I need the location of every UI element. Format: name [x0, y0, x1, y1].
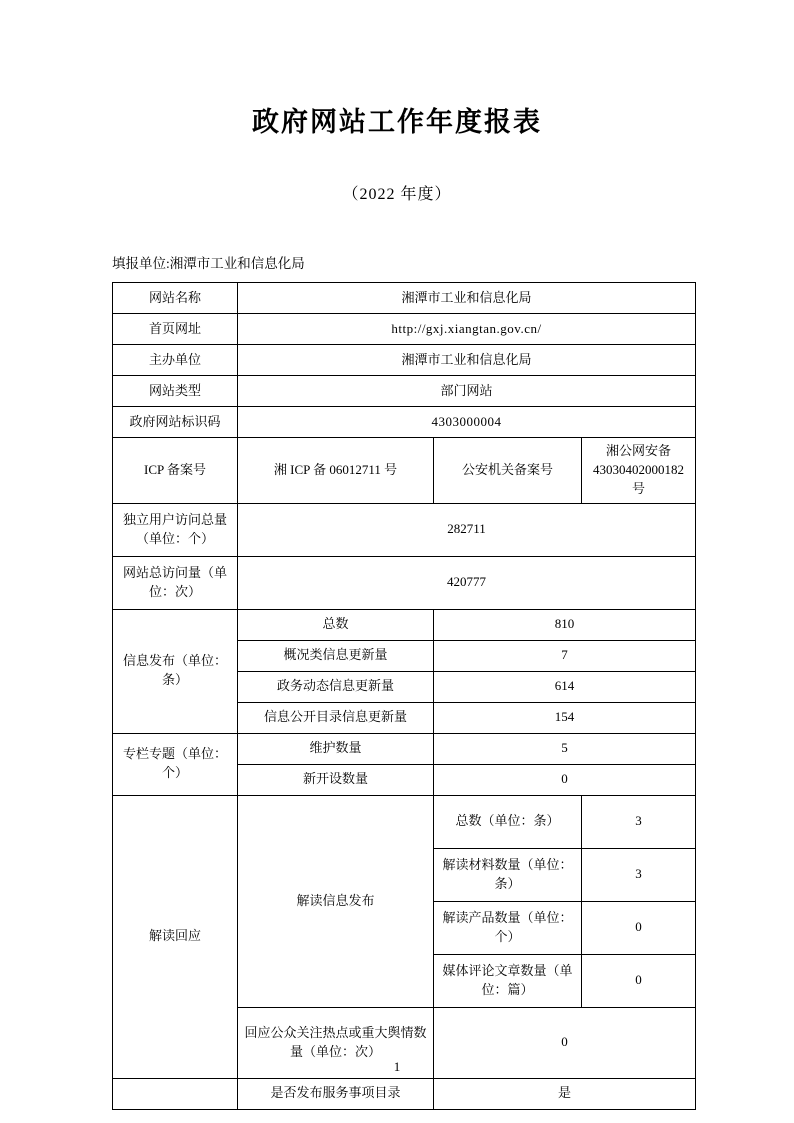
homepage-value: http://gxj.xiangtan.gov.cn/	[238, 314, 696, 345]
table-row	[113, 1078, 696, 1109]
interpretation-item-name: 总数（单位：条）	[434, 795, 582, 848]
site-code-value: 4303000004	[238, 407, 696, 438]
service-catalog-value: 是	[434, 1078, 696, 1109]
homepage-label: 首页网址	[113, 314, 238, 345]
table-row	[113, 345, 696, 376]
interpretation-release-label: 解读信息发布	[238, 795, 434, 1007]
hotspot-response-value: 0	[434, 1007, 696, 1078]
interpretation-item-value: 3	[582, 848, 696, 901]
table-row	[113, 407, 696, 438]
page-subtitle: （2022 年度）	[342, 186, 452, 203]
interpretation-label: 解读回应	[113, 795, 238, 1078]
column-topic-item-value: 0	[434, 764, 696, 795]
column-topic-item-name: 维护数量	[238, 733, 434, 764]
sponsor-label: 主办单位	[113, 345, 238, 376]
site-type-value: 部门网站	[238, 376, 696, 407]
table-row	[113, 438, 696, 504]
interpretation-item-value: 0	[582, 954, 696, 1007]
interpretation-item-value: 3	[582, 795, 696, 848]
unique-visitors-value: 282711	[238, 503, 696, 556]
column-topic-label: 专栏专题（单位：个）	[113, 733, 238, 795]
table-row	[113, 376, 696, 407]
info-release-item-value: 154	[434, 702, 696, 733]
interpretation-item-value: 0	[582, 901, 696, 954]
icp-label: ICP 备案号	[113, 438, 238, 504]
table-row	[113, 609, 696, 640]
site-code-label: 政府网站标识码	[113, 407, 238, 438]
site-name-value: 湘潭市工业和信息化局	[238, 283, 696, 314]
table-row	[113, 733, 696, 764]
page-number: 1	[393, 1059, 401, 1074]
column-topic-item-name: 新开设数量	[238, 764, 434, 795]
info-release-item-value: 7	[434, 640, 696, 671]
page-title: 政府网站工作年度报表	[252, 107, 542, 138]
service-catalog-label: 是否发布服务事项目录	[238, 1078, 434, 1109]
table-row	[113, 795, 696, 848]
info-release-item-name: 概况类信息更新量	[238, 640, 434, 671]
table-row	[113, 283, 696, 314]
table-row	[113, 556, 696, 609]
info-release-item-name: 信息公开目录信息更新量	[238, 702, 434, 733]
filler-unit-line: 填报单位:湘潭市工业和信息化局	[112, 256, 305, 271]
total-visits-label: 网站总访问量（单位：次）	[113, 556, 238, 609]
info-release-item-name: 政务动态信息更新量	[238, 671, 434, 702]
table-row	[113, 503, 696, 556]
annual-report-table	[112, 282, 696, 1110]
icp-value: 湘 ICP 备 06012711 号	[238, 438, 434, 504]
info-release-item-name: 总数	[238, 609, 434, 640]
info-release-item-value: 614	[434, 671, 696, 702]
total-visits-value: 420777	[238, 556, 696, 609]
info-release-label: 信息发布（单位：条）	[113, 609, 238, 733]
police-record-label: 公安机关备案号	[434, 438, 582, 504]
site-name-label: 网站名称	[113, 283, 238, 314]
hotspot-response-label: 回应公众关注热点或重大舆情数量（单位：次）	[238, 1007, 434, 1078]
column-topic-item-value: 5	[434, 733, 696, 764]
interpretation-item-name: 解读产品数量（单位：个）	[434, 901, 582, 954]
table-row	[113, 314, 696, 345]
unique-visitors-label: 独立用户访问总量（单位：个）	[113, 503, 238, 556]
site-type-label: 网站类型	[113, 376, 238, 407]
interpretation-item-name: 媒体评论文章数量（单位：篇）	[434, 954, 582, 1007]
sponsor-value: 湘潭市工业和信息化局	[238, 345, 696, 376]
empty-cell	[113, 1078, 238, 1109]
info-release-item-value: 810	[434, 609, 696, 640]
interpretation-item-name: 解读材料数量（单位：条）	[434, 848, 582, 901]
police-record-value: 湘公网安备 43030402000182 号	[582, 438, 696, 504]
